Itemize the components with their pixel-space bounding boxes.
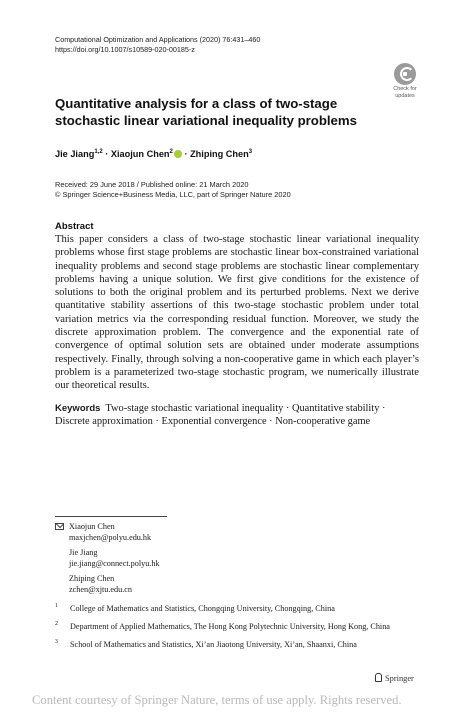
springer-horse-icon: [375, 673, 382, 682]
affiliation-number: 1: [55, 603, 58, 609]
author-separator: ·: [102, 149, 111, 159]
keywords-list: Two-stage stochastic variational inequality · Quantitative stability · Discrete approximation · Exponential convergence · Non-cooperative game: [55, 403, 386, 428]
contact-email[interactable]: jie.jiang@connect.polyu.hk: [69, 559, 160, 568]
abstract-heading: Abstract: [55, 221, 94, 232]
article-title: Quantitative analysis for a class of two-stage stochastic linear variational inequality problems: [55, 96, 357, 128]
keywords-heading: Keywords: [55, 403, 101, 414]
contact-entry: [55, 521, 160, 543]
doi-link[interactable]: https://doi.org/10.1007/s10589-020-00185-z: [55, 45, 195, 54]
author-contacts: [55, 521, 160, 599]
journal-header: [55, 35, 260, 55]
check-label-line1: Check for: [393, 86, 417, 92]
affiliation-item: [55, 621, 395, 632]
author-list: [55, 148, 252, 160]
author-name[interactable]: Jie Jiang: [55, 149, 95, 159]
orcid-icon[interactable]: [174, 150, 182, 158]
author-affil-sup: 2: [169, 149, 173, 155]
check-for-updates-badge[interactable]: [391, 63, 419, 101]
keywords-section: [55, 402, 419, 429]
check-for-updates-icon: [394, 63, 416, 85]
contact-name: Zhiping Chen: [69, 574, 115, 583]
affiliations: [55, 603, 395, 657]
publication-dates: [55, 180, 291, 200]
affiliation-text: Department of Applied Mathematics, The Hong Kong Polytechnic University, Hong Kong, China: [70, 622, 390, 631]
publisher-logo: [375, 673, 414, 684]
contact-entry: [55, 573, 160, 595]
footnote-divider: [55, 516, 167, 517]
author-name[interactable]: Xiaojun Chen: [110, 149, 170, 159]
contact-email[interactable]: maxjchen@polyu.edu.hk: [69, 533, 152, 542]
courtesy-watermark: Content courtesy of Springer Nature, terms of use apply. Rights reserved.: [32, 693, 402, 707]
contact-name: Xiaojun Chen: [69, 522, 115, 531]
contact-name: Jie Jiang: [69, 548, 98, 557]
journal-citation: Computational Optimization and Applications (2020) 76:431–460: [55, 35, 261, 44]
affiliation-number: 3: [55, 639, 58, 645]
contact-entry: [55, 547, 160, 569]
affiliation-number: 2: [55, 621, 58, 627]
author-separator: ·: [181, 149, 191, 159]
check-label-line2: updates: [395, 92, 415, 99]
author-affil-sup: 1,2: [94, 149, 103, 155]
abstract-text: This paper considers a class of two-stage stochastic linear variational inequality problems whose first stage problems are stochastic linear box-constrained variational inequality problems and second stage problems are stochastic linear complementary problems having a unique solution. We first give conditions for the existence of solutions to both the original problem and its perturbed problems. Next we derive quantitative stability assertions of this two-stage stochastic problem under total variation metrics via the corresponding residual function. Moreover, we study the discrete approximation problem. The convergence and the exponential rate of convergence of optimal solution sets are obtained under moderate assumptions respectively. Finally, through solving a non-cooperative game in which each player’s problem is a parameterized two-stage stochastic program, we numerically illustrate our theoretical results.: [55, 234, 419, 392]
affiliation-text: School of Mathematics and Statistics, Xi’an Jiaotong University, Xi’an, Shaanxi, China: [70, 640, 357, 649]
author-affil-sup: 3: [248, 149, 253, 155]
publisher-name: Springer: [385, 674, 414, 683]
author-name[interactable]: Zhiping Chen: [190, 149, 249, 159]
affiliation-text: College of Mathematics and Statistics, Chongqing University, Chongqing, China: [70, 604, 335, 613]
envelope-icon: [55, 523, 64, 530]
received-published-dates: Received: 29 June 2018 / Published online: 21 March 2020: [55, 180, 249, 189]
affiliation-item: [55, 603, 395, 614]
copyright-notice: © Springer Science+Business Media, LLC, part of Springer Nature 2020: [55, 190, 291, 199]
contact-email[interactable]: zchen@xjtu.edu.cn: [69, 585, 133, 594]
affiliation-item: [55, 639, 395, 650]
check-for-updates-label: [391, 86, 419, 99]
